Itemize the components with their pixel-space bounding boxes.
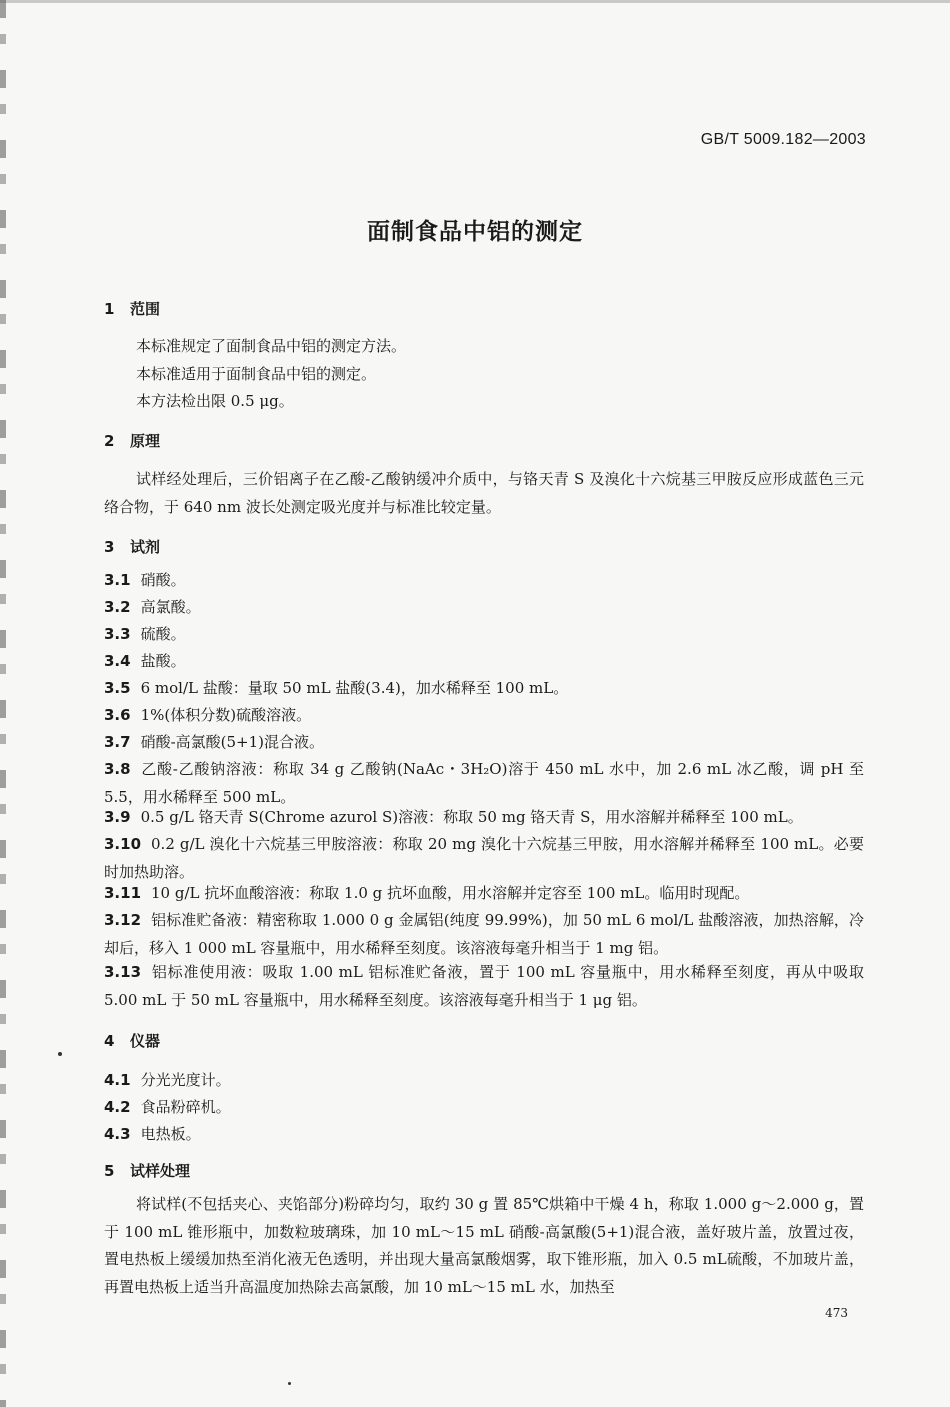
reagent-item [104,648,864,676]
section-heading-2 [104,430,160,451]
item-number: 3.5 [104,679,131,697]
item-number: 3.11 [104,884,142,902]
item-text: 乙酸-乙酸钠溶液：称取 34 g 乙酸钠(NaAc・3H₂O)溶于 450 mL 水中，加 2.6 mL 冰乙酸，调 pH 至 5.5，用水稀释至 500 mL。 [104,760,864,806]
scan-speck [58,1052,62,1056]
reagent-item [104,621,864,649]
reagent-item [104,675,864,703]
item-text: 6 mol/L 盐酸：量取 50 mL 盐酸(3.4)，加水稀释至 100 mL。 [140,679,569,697]
item-number: 3.3 [104,625,131,643]
scope-line: 本标准适用于面制食品中铝的测定。 [136,365,377,383]
instrument-item [104,1121,864,1149]
scan-border-top [0,0,950,3]
item-number: 3.10 [104,835,142,853]
instrument-item [104,1067,864,1095]
item-text: 食品粉碎机。 [140,1098,231,1116]
item-number: 4.1 [104,1071,131,1089]
item-text: 硫酸。 [140,625,186,643]
scope-line: 本标准规定了面制食品中铝的测定方法。 [136,337,407,355]
item-number: 3.8 [104,760,131,778]
scan-speck [288,1382,291,1385]
page-title: 面制食品中铝的测定 [367,219,583,245]
section-title: 试样处理 [130,1162,191,1180]
section-heading-3 [104,536,160,557]
section-title: 试剂 [130,538,161,556]
item-text: 盐酸。 [140,652,186,670]
reagent-item [104,729,864,757]
reagent-item [104,756,864,811]
standard-code: GB/T 5009.182—2003 [700,131,866,148]
scope-line: 本方法检出限 0.5 μg。 [136,392,294,410]
reagent-item [104,567,864,595]
item-text: 10 g/L 抗坏血酸溶液：称取 1.0 g 抗坏血酸，用水溶解并定容至 100 mL。临用时现配。 [151,884,750,902]
item-number: 3.6 [104,706,131,724]
item-text: 硝酸-高氯酸(5+1)混合液。 [140,733,325,751]
section-heading-5 [104,1160,190,1181]
item-number: 3.4 [104,652,131,670]
section-title: 仪器 [130,1032,161,1050]
item-text: 0.2 g/L 溴化十六烷基三甲胺溶液：称取 20 mg 溴化十六烷基三甲胺，用水溶解并稀释至 100 mL。必要时加热助溶。 [104,835,864,881]
reagent-item [104,959,864,1014]
item-number: 3.7 [104,733,131,751]
section-number: 2 [104,432,115,450]
item-number: 4.2 [104,1098,131,1116]
item-number: 3.13 [104,963,142,981]
reagent-item [104,702,864,730]
instrument-item [104,1094,864,1122]
item-number: 3.2 [104,598,131,616]
reagent-item [104,594,864,622]
reagent-item [104,804,864,832]
item-text: 铝标准使用液：吸取 1.00 mL 铝标准贮备液，置于 100 mL 容量瓶中，用水稀释至刻度，再从中吸取 5.00 mL 于 50 mL 容量瓶中，用水稀释至刻度。该溶液每毫升相当于 1 μg 铝。 [104,963,864,1009]
section-number: 4 [104,1032,115,1050]
section-number: 5 [104,1162,115,1180]
page-number: 473 [825,1306,848,1320]
section-number: 1 [104,300,115,318]
scan-border-left [0,0,6,1407]
principle-paragraph: 试样经处理后，三价铝离子在乙酸-乙酸钠缓冲介质中，与铬天青 S 及溴化十六烷基三甲胺反应形成蓝色三元络合物，于 640 nm 波长处测定吸光度并与标准比较定量。 [104,470,864,516]
section-heading-4 [104,1030,160,1051]
item-text: 0.5 g/L 铬天青 S(Chrome azurol S)溶液：称取 50 mg 铬天青 S，用水溶解并稀释至 100 mL。 [140,808,803,826]
item-text: 铝标准贮备液：精密称取 1.000 0 g 金属铝(纯度 99.99%)，加 50 mL 6 mol/L 盐酸溶液，加热溶解，冷却后，移入 1 000 mL 容量瓶中，用水稀释至刻度。该溶液每毫升相当于 1 mg 铝。 [104,911,864,957]
item-text: 分光光度计。 [140,1071,231,1089]
item-number: 3.9 [104,808,131,826]
section-title: 范围 [130,300,161,318]
item-text: 高氯酸。 [140,598,201,616]
reagent-item [104,907,864,962]
sample-treatment-paragraph: 将试样(不包括夹心、夹馅部分)粉碎均匀，取约 30 g 置 85℃烘箱中干燥 4 h，称取 1.000 g～2.000 g，置于 100 mL 锥形瓶中，加数粒玻璃珠，加 10 mL～15 mL 硝酸-高氯酸(5+1)混合液，盖好玻片盖，放置过夜，置电热板上缓缓加热至消化液无色透明，并出现大量高氯酸烟雾，取下锥形瓶，加入 0.5 mL硫酸，不加玻片盖，再置电热板上适当升高温度加热除去高氯酸，加 10 mL～15 mL 水，加热至 [104,1195,864,1296]
reagent-item [104,831,864,886]
item-text: 1%(体积分数)硫酸溶液。 [140,706,312,724]
item-text: 电热板。 [140,1125,201,1143]
item-number: 4.3 [104,1125,131,1143]
reagent-item [104,880,864,908]
item-number: 3.12 [104,911,142,929]
section-title: 原理 [130,432,161,450]
item-number: 3.1 [104,571,131,589]
section-number: 3 [104,538,115,556]
section-heading-1 [104,298,160,319]
item-text: 硝酸。 [140,571,186,589]
